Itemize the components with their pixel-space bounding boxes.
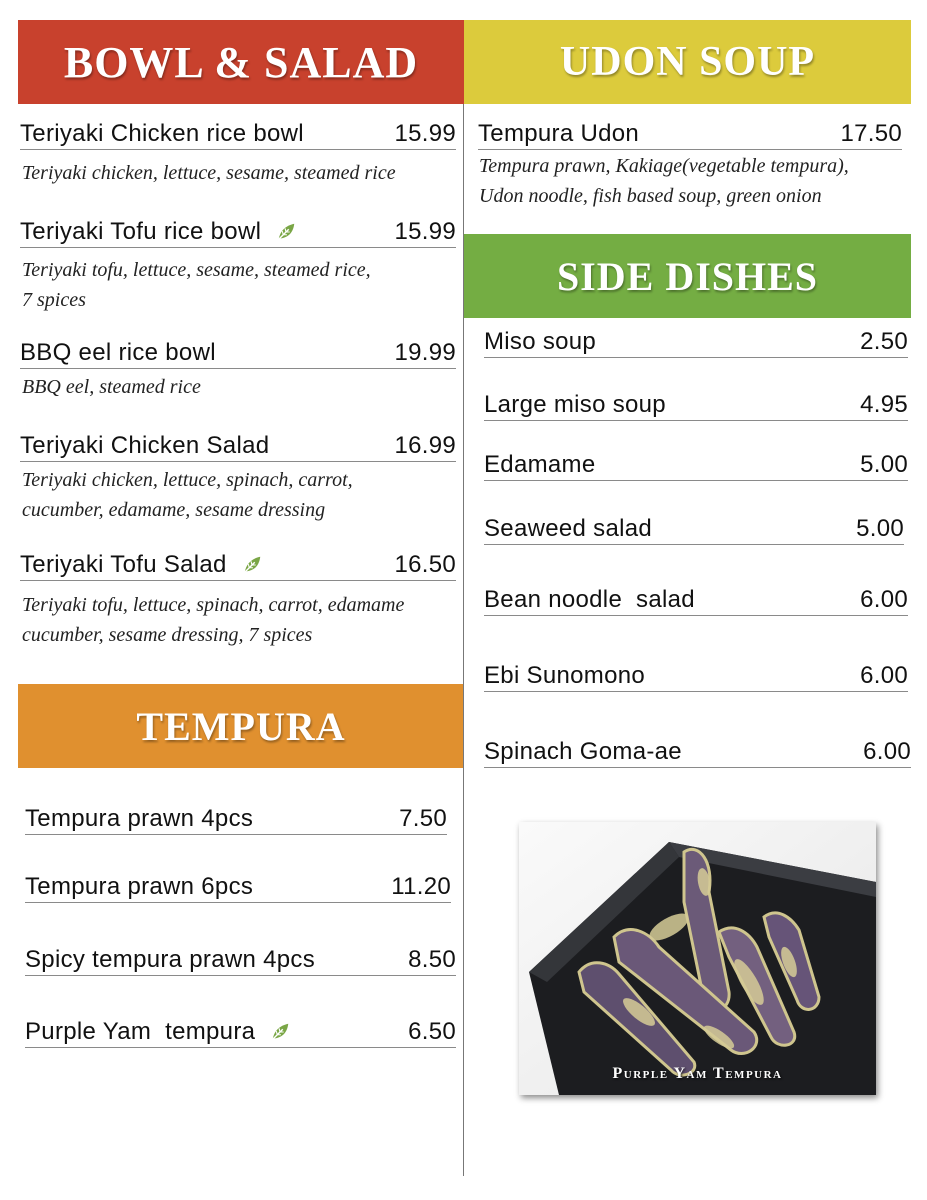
menu-item-miso-soup — [484, 328, 908, 358]
menu-item-teriyaki-tofu-salad — [20, 551, 456, 581]
purple-yam-tempura-photo — [519, 822, 876, 1095]
item-price: 2.50 — [860, 328, 908, 355]
item-name: Teriyaki Chicken Salad — [20, 432, 270, 459]
item-description: Udon noodle, fish based soup, green onion — [479, 185, 822, 207]
item-price: 5.00 — [856, 515, 904, 542]
menu-item-spicy-tempura-prawn-4pcs — [25, 946, 456, 976]
menu-item-seaweed-salad — [484, 515, 904, 545]
item-description: Teriyaki chicken, lettuce, spinach, carrot, — [22, 469, 353, 491]
item-name-wrap — [20, 218, 297, 246]
side-dishes-banner: SIDE DISHES — [464, 234, 911, 318]
item-name: Miso soup — [484, 328, 597, 355]
item-price: 6.00 — [860, 662, 908, 689]
item-name: Tempura Udon — [478, 120, 640, 147]
item-name: Tempura prawn 6pcs — [25, 873, 254, 900]
item-price: 17.50 — [840, 120, 902, 147]
item-price: 4.95 — [860, 391, 908, 418]
bowl-salad-banner: BOWL & SALAD — [18, 20, 464, 104]
tempura-banner: TEMPURA — [18, 684, 464, 768]
vegetarian-leaf-icon — [241, 554, 263, 576]
vegetarian-leaf-icon — [269, 1021, 291, 1043]
item-description: Teriyaki tofu, lettuce, sesame, steamed rice, — [22, 259, 371, 281]
menu-item-large-miso-soup — [484, 391, 908, 421]
menu-item-tempura-prawn-6pcs — [25, 873, 451, 903]
item-description: Tempura prawn, Kakiage(vegetable tempura), — [479, 155, 849, 177]
menu-item-teriyaki-chicken-rice-bowl — [20, 120, 456, 150]
menu-item-bbq-eel-rice-bowl — [20, 339, 456, 369]
item-price: 11.20 — [391, 873, 451, 900]
menu-item-tempura-udon — [478, 120, 902, 150]
item-name: Purple Yam tempura — [25, 1018, 256, 1045]
item-name: Edamame — [484, 451, 596, 478]
item-price: 15.99 — [394, 218, 456, 245]
udon-soup-banner: UDON SOUP — [464, 20, 911, 104]
item-name: Teriyaki Tofu rice bowl — [20, 218, 262, 245]
item-name: Teriyaki Chicken rice bowl — [20, 120, 304, 147]
item-name: Ebi Sunomono — [484, 662, 646, 689]
item-price: 6.00 — [863, 738, 911, 765]
item-name-wrap — [25, 1018, 291, 1046]
item-price: 16.50 — [394, 551, 456, 578]
item-description: 7 spices — [22, 289, 86, 311]
menu-item-purple-yam-tempura — [25, 1018, 456, 1048]
menu-item-teriyaki-chicken-salad — [20, 432, 456, 462]
menu-item-ebi-sunomono — [484, 662, 908, 692]
menu-item-tempura-prawn-4pcs — [25, 805, 447, 835]
item-price: 8.50 — [408, 946, 456, 973]
item-description: Teriyaki tofu, lettuce, spinach, carrot, edamame — [22, 594, 405, 616]
item-name: Spinach Goma-ae — [484, 738, 682, 765]
menu-item-spinach-goma-ae — [484, 738, 911, 768]
item-description: BBQ eel, steamed rice — [22, 376, 201, 398]
item-price: 6.50 — [408, 1018, 456, 1045]
vegetarian-leaf-icon — [275, 221, 297, 243]
item-description: cucumber, sesame dressing, 7 spices — [22, 624, 313, 646]
photo-caption: Purple Yam Tempura — [612, 1065, 783, 1082]
item-price: 16.99 — [394, 432, 456, 459]
item-name: BBQ eel rice bowl — [20, 339, 216, 366]
item-name: Tempura prawn 4pcs — [25, 805, 254, 832]
item-price: 7.50 — [399, 805, 447, 832]
item-name-wrap — [20, 551, 263, 579]
menu-item-teriyaki-tofu-rice-bowl — [20, 218, 456, 248]
item-name: Spicy tempura prawn 4pcs — [25, 946, 315, 973]
item-name: Seaweed salad — [484, 515, 653, 542]
item-name: Teriyaki Tofu Salad — [20, 551, 227, 578]
menu-item-edamame — [484, 451, 908, 481]
item-name: Bean noodle salad — [484, 586, 695, 613]
tempura-plate-illustration — [519, 822, 876, 1095]
item-name: Large miso soup — [484, 391, 666, 418]
column-divider — [463, 104, 464, 1176]
item-price: 15.99 — [394, 120, 456, 147]
item-price: 6.00 — [860, 586, 908, 613]
item-description: Teriyaki chicken, lettuce, sesame, steamed rice — [22, 162, 396, 184]
item-price: 19.99 — [394, 339, 456, 366]
menu-item-bean-noodle-salad — [484, 586, 908, 616]
item-description: cucumber, edamame, sesame dressing — [22, 499, 326, 521]
item-price: 5.00 — [860, 451, 908, 478]
